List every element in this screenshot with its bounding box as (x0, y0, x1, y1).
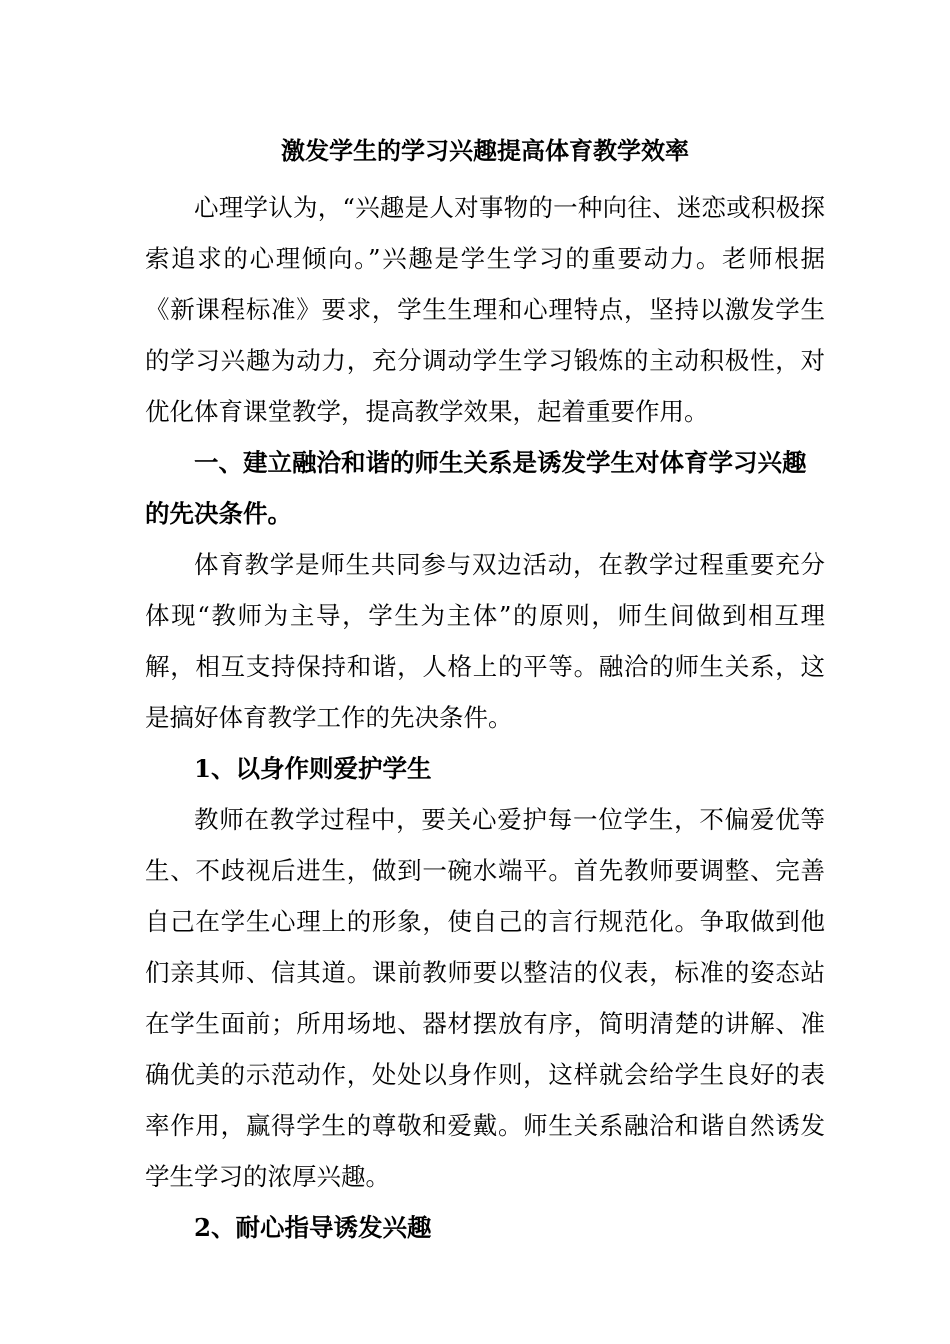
subsection-1-paragraph: 教师在教学过程中，要关心爱护每一位学生，不偏爱优等生、不歧视后进生，做到一碗水端平。首先教师要调整、完善自己在学生心理上的形象，使自己的言行规范化。争取做到他们亲其师、信其道。课前教师要以整洁的仪表，标准的姿态站在学生面前；所用场地、器材摆放有序，简明清楚的讲解、准确优美的示范动作，处处以身作则，这样就会给学生良好的表率作用，赢得学生的尊敬和爱戴。师生关系融洽和谐自然诱发学生学习的浓厚兴趣。 (145, 805, 825, 1191)
section-1-heading: 一、建立融洽和谐的师生关系是诱发学生对体育学习兴趣的先决条件。 (145, 448, 807, 528)
subsection-1-heading: 1、以身作则爱护学生 (194, 754, 432, 783)
section-1-paragraph: 体育教学是师生共同参与双边活动，在教学过程重要充分体现“教师为主导，学生为主体”的原则，师生间做到相互理解，相互支持保持和谐，人格上的平等。融洽的师生关系，这是搞好体育教学工作的先决条件。 (145, 550, 825, 732)
subsection-2-heading: 2、耐心指导诱发兴趣 (194, 1213, 432, 1242)
document-body (145, 128, 825, 1253)
intro-paragraph: 心理学认为，“兴趣是人对事物的一种向往、迷恋或积极探索追求的心理倾向。”兴趣是学生学习的重要动力。老师根据《新课程标准》要求，学生生理和心理特点，坚持以激发学生的学习兴趣为动力，充分调动学生学习锻炼的主动积极性，对优化体育课堂教学，提高教学效果，起着重要作用。 (145, 193, 825, 426)
document-title: 激发学生的学习兴趣提高体育教学效率 (281, 136, 689, 165)
